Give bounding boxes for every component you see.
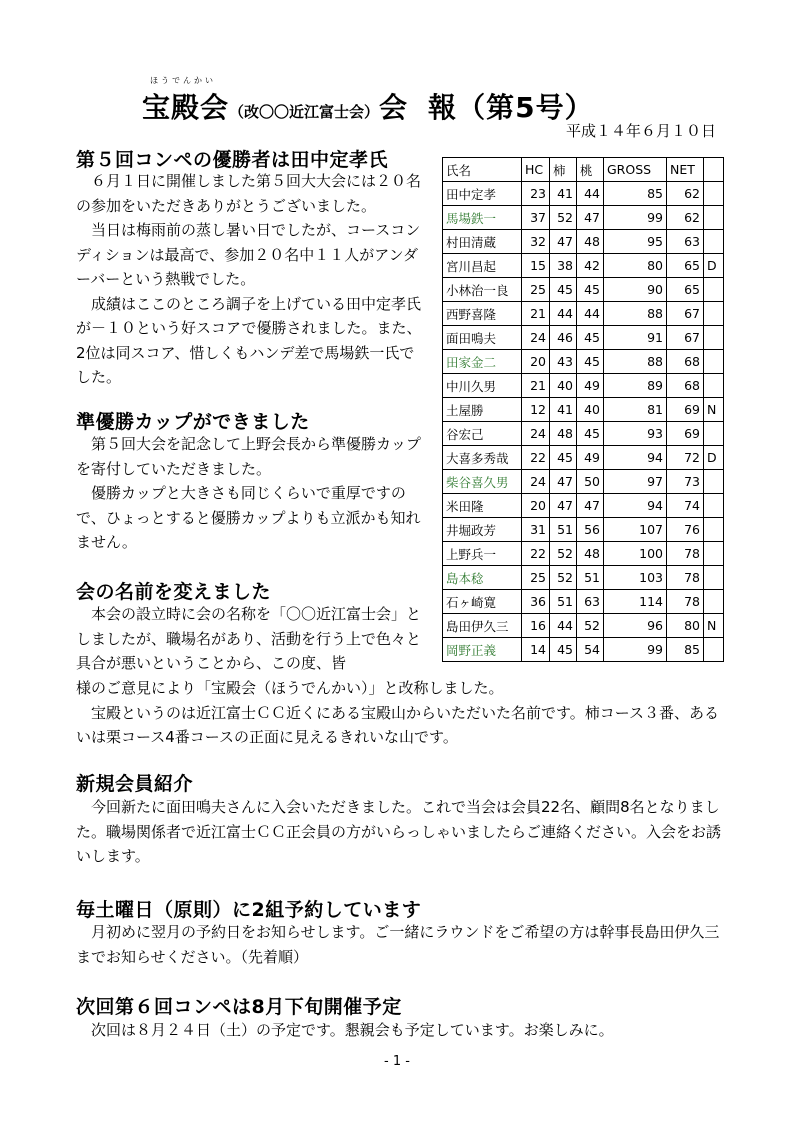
cell-momo: 49 <box>577 446 604 470</box>
cell-kaki: 52 <box>550 206 577 230</box>
cell-hc: 36 <box>522 590 550 614</box>
paragraph: 宝殿というのは近江富士ＣＣ近くにある宝殿山からいただいた名前です。柿コース３番、あるいは栗コース4番コースの正面に見えるきれいな山です。 <box>76 703 720 746</box>
col-header-gross: GROSS <box>604 158 667 182</box>
cell-name: 米田隆 <box>443 494 522 518</box>
cell-gross: 90 <box>604 278 667 302</box>
cell-name: 西野喜隆 <box>443 302 522 326</box>
cell-note <box>704 326 724 350</box>
col-header-momo: 桃 <box>577 158 604 182</box>
cell-kaki: 52 <box>550 566 577 590</box>
col-header-net: NET <box>667 158 704 182</box>
paragraph: 様のご意見により「宝殿会（ほうでんかい）」と改称しました。 <box>76 679 504 697</box>
section-heading-cup: 準優勝カップができました <box>76 411 310 433</box>
col-header-kaki: 柿 <box>550 158 577 182</box>
cell-momo: 40 <box>577 398 604 422</box>
cell-net: 68 <box>667 350 704 374</box>
cell-kaki: 40 <box>550 374 577 398</box>
cell-momo: 45 <box>577 350 604 374</box>
page-number: - 1 - <box>384 1054 410 1069</box>
cell-kaki: 51 <box>550 590 577 614</box>
section-body-rename-b <box>76 676 726 750</box>
cell-kaki: 44 <box>550 614 577 638</box>
cell-gross: 100 <box>604 542 667 566</box>
paragraph: 本会の設立時に会の名称を「〇〇近江富士会」としましたが、職場名があり、活動を行う上で色々と具合が悪いということから、この度、皆 <box>76 605 422 672</box>
cell-name: 谷宏己 <box>443 422 522 446</box>
cell-note <box>704 278 724 302</box>
cell-net: 85 <box>667 638 704 662</box>
cell-note <box>704 206 724 230</box>
section-heading-reservation: 毎土曜日（原則）に2組予約しています <box>76 899 422 921</box>
cell-hc: 24 <box>522 470 550 494</box>
title-main: 宝殿会 <box>142 91 230 124</box>
cell-momo: 44 <box>577 302 604 326</box>
paragraph: 月初めに翌月の予約日をお知らせします。ご一緒にラウンドをご希望の方は幹事長島田伊久三までお知らせください。（先着順） <box>76 923 720 966</box>
cell-net: 69 <box>667 398 704 422</box>
col-header-hc: HC <box>522 158 550 182</box>
cell-gross: 80 <box>604 254 667 278</box>
cell-gross: 88 <box>604 302 667 326</box>
section-body-rename-a <box>76 602 427 676</box>
cell-net: 72 <box>667 446 704 470</box>
cell-hc: 23 <box>522 182 550 206</box>
section-body-next <box>76 1018 726 1043</box>
cell-name: 島田伊久三 <box>443 614 522 638</box>
cell-name: 田中定孝 <box>443 182 522 206</box>
cell-momo: 49 <box>577 374 604 398</box>
cell-kaki: 51 <box>550 518 577 542</box>
cell-kaki: 46 <box>550 326 577 350</box>
table-row <box>443 206 724 230</box>
table-row <box>443 614 724 638</box>
cell-name: 島本稔 <box>443 566 522 590</box>
cell-name: 中川久男 <box>443 374 522 398</box>
cell-hc: 16 <box>522 614 550 638</box>
cell-kaki: 48 <box>550 422 577 446</box>
section-body-reservation <box>76 920 726 969</box>
title-issue-close: 号） <box>535 91 594 124</box>
cell-kaki: 47 <box>550 470 577 494</box>
newsletter-title <box>0 74 794 124</box>
cell-name: 小林治一良 <box>443 278 522 302</box>
cell-kaki: 38 <box>550 254 577 278</box>
cell-momo: 47 <box>577 494 604 518</box>
cell-name: 井堀政芳 <box>443 518 522 542</box>
cell-gross: 103 <box>604 566 667 590</box>
cell-name: 馬場鉄一 <box>443 206 522 230</box>
cell-gross: 91 <box>604 326 667 350</box>
cell-net: 76 <box>667 518 704 542</box>
cell-gross: 99 <box>604 638 667 662</box>
cell-hc: 22 <box>522 542 550 566</box>
cell-name: 大喜多秀哉 <box>443 446 522 470</box>
cell-momo: 51 <box>577 566 604 590</box>
cell-name: 石ヶ崎寛 <box>443 590 522 614</box>
table-row <box>443 422 724 446</box>
table-row <box>443 638 724 662</box>
cell-hc: 25 <box>522 278 550 302</box>
cell-note <box>704 470 724 494</box>
cell-note: D <box>704 254 724 278</box>
paragraph: 当日は梅雨前の蒸し暑い日でしたが、コースコンディションは最高で、参加２０名中１１人がアンダーバーという熱戦でした。 <box>76 221 421 288</box>
cell-note <box>704 302 724 326</box>
table-row <box>443 590 724 614</box>
cell-note: N <box>704 614 724 638</box>
cell-momo: 44 <box>577 182 604 206</box>
cell-gross: 88 <box>604 350 667 374</box>
cell-hc: 15 <box>522 254 550 278</box>
table-row <box>443 182 724 206</box>
cell-gross: 114 <box>604 590 667 614</box>
cell-hc: 12 <box>522 398 550 422</box>
cell-hc: 25 <box>522 566 550 590</box>
cell-net: 62 <box>667 206 704 230</box>
table-row <box>443 374 724 398</box>
cell-name: 面田鳴夫 <box>443 326 522 350</box>
cell-note <box>704 518 724 542</box>
results-table <box>442 157 724 662</box>
paragraph: 今回新たに面田鳴夫さんに入会いただきました。これで当会は会員22名、顧問8名となりました。職場関係者で近江富士ＣＣ正会員の方がいらっしゃいましたらご連絡ください。入会をお誘いします。 <box>76 798 722 865</box>
table-row <box>443 470 724 494</box>
paragraph: 次回は８月２４日（土）の予定です。懇親会も予定しています。お楽しみに。 <box>91 1021 614 1039</box>
cell-net: 69 <box>667 422 704 446</box>
cell-net: 73 <box>667 470 704 494</box>
table-row <box>443 494 724 518</box>
cell-momo: 45 <box>577 326 604 350</box>
section-body-winner <box>76 169 427 390</box>
cell-kaki: 45 <box>550 446 577 470</box>
cell-kaki: 44 <box>550 302 577 326</box>
section-body-new-member <box>76 795 726 869</box>
cell-momo: 50 <box>577 470 604 494</box>
cell-net: 74 <box>667 494 704 518</box>
col-header-name: 氏名 <box>443 158 522 182</box>
table-row <box>443 398 724 422</box>
cell-name: 土屋勝 <box>443 398 522 422</box>
table-row <box>443 254 724 278</box>
cell-net: 67 <box>667 326 704 350</box>
cell-note: N <box>704 398 724 422</box>
table-header-row <box>443 158 724 182</box>
cell-gross: 96 <box>604 614 667 638</box>
table-row <box>443 518 724 542</box>
cell-name: 上野兵一 <box>443 542 522 566</box>
cell-gross: 81 <box>604 398 667 422</box>
cell-net: 68 <box>667 374 704 398</box>
cell-name: 柴谷喜久男 <box>443 470 522 494</box>
cell-hc: 24 <box>522 422 550 446</box>
cell-note <box>704 422 724 446</box>
cell-note <box>704 494 724 518</box>
cell-gross: 97 <box>604 470 667 494</box>
cell-hc: 20 <box>522 350 550 374</box>
cell-net: 78 <box>667 566 704 590</box>
paragraph: 優勝カップと大きさも同じくらいで重厚ですので、ひょっとすると優勝カップよりも立派かも知れません。 <box>76 484 421 551</box>
title-issue-num: 5 <box>515 91 536 124</box>
table-row <box>443 302 724 326</box>
paragraph: 第５回大会を記念して上野会長から準優勝カップを寄付していただきました。 <box>76 435 421 478</box>
cell-hc: 22 <box>522 446 550 470</box>
paragraph: 成績はここのところ調子を上げている田中定孝氏が－１０という好スコアで優勝されました。また、2位は同スコア、惜しくもハンデ差で馬場鉄一氏でした。 <box>76 294 422 386</box>
cell-momo: 52 <box>577 614 604 638</box>
cell-gross: 94 <box>604 446 667 470</box>
table-row <box>443 350 724 374</box>
cell-kaki: 47 <box>550 230 577 254</box>
cell-kaki: 45 <box>550 638 577 662</box>
cell-note <box>704 182 724 206</box>
cell-momo: 45 <box>577 422 604 446</box>
cell-net: 67 <box>667 302 704 326</box>
cell-net: 78 <box>667 542 704 566</box>
cell-momo: 48 <box>577 542 604 566</box>
cell-net: 78 <box>667 590 704 614</box>
title-text <box>142 86 594 126</box>
section-heading-new-member: 新規会員紹介 <box>76 773 194 795</box>
cell-gross: 93 <box>604 422 667 446</box>
cell-gross: 99 <box>604 206 667 230</box>
title-ruby: ほうでんかい <box>150 76 216 85</box>
cell-momo: 48 <box>577 230 604 254</box>
cell-note <box>704 374 724 398</box>
cell-net: 63 <box>667 230 704 254</box>
table-row <box>443 326 724 350</box>
cell-gross: 107 <box>604 518 667 542</box>
cell-name: 田家金二 <box>443 350 522 374</box>
cell-kaki: 45 <box>550 278 577 302</box>
cell-net: 65 <box>667 254 704 278</box>
cell-name: 宮川昌起 <box>443 254 522 278</box>
cell-momo: 45 <box>577 278 604 302</box>
col-header-note <box>704 158 724 182</box>
section-heading-winner: 第５回コンペの優勝者は田中定孝氏 <box>76 149 389 171</box>
results-body <box>443 158 724 662</box>
cell-hc: 20 <box>522 494 550 518</box>
title-sub: （改〇〇近江富士会） <box>229 103 380 121</box>
cell-note <box>704 542 724 566</box>
cell-kaki: 43 <box>550 350 577 374</box>
cell-momo: 63 <box>577 590 604 614</box>
cell-momo: 42 <box>577 254 604 278</box>
issue-date: 平成１４年６月１０日 <box>565 122 716 140</box>
cell-hc: 32 <box>522 230 550 254</box>
cell-hc: 14 <box>522 638 550 662</box>
cell-net: 80 <box>667 614 704 638</box>
cell-hc: 21 <box>522 302 550 326</box>
cell-kaki: 41 <box>550 398 577 422</box>
cell-momo: 56 <box>577 518 604 542</box>
table-row <box>443 542 724 566</box>
cell-hc: 31 <box>522 518 550 542</box>
cell-gross: 89 <box>604 374 667 398</box>
section-heading-rename: 会の名前を変えました <box>76 581 272 603</box>
cell-name: 村田清蔵 <box>443 230 522 254</box>
section-heading-next: 次回第６回コンペは8月下旬開催予定 <box>76 996 402 1018</box>
cell-net: 65 <box>667 278 704 302</box>
table-row <box>443 566 724 590</box>
cell-note <box>704 638 724 662</box>
title-kai: 会 <box>379 91 409 124</box>
cell-hc: 24 <box>522 326 550 350</box>
cell-hc: 37 <box>522 206 550 230</box>
cell-momo: 54 <box>577 638 604 662</box>
section-body-cup <box>76 432 427 555</box>
cell-net: 62 <box>667 182 704 206</box>
cell-gross: 95 <box>604 230 667 254</box>
cell-note <box>704 230 724 254</box>
table-row <box>443 446 724 470</box>
cell-gross: 94 <box>604 494 667 518</box>
cell-hc: 21 <box>522 374 550 398</box>
cell-note: D <box>704 446 724 470</box>
table-row <box>443 230 724 254</box>
title-ho: 報 <box>428 91 458 124</box>
cell-note <box>704 350 724 374</box>
title-issue-open: （第 <box>457 91 516 124</box>
cell-momo: 47 <box>577 206 604 230</box>
table-row <box>443 278 724 302</box>
cell-note <box>704 590 724 614</box>
cell-name: 岡野正義 <box>443 638 522 662</box>
paragraph: ６月１日に開催しました第５回大大会には２０名の参加をいただきありがとうございました。 <box>76 172 422 215</box>
cell-kaki: 41 <box>550 182 577 206</box>
cell-kaki: 52 <box>550 542 577 566</box>
cell-kaki: 47 <box>550 494 577 518</box>
cell-note <box>704 566 724 590</box>
cell-gross: 85 <box>604 182 667 206</box>
